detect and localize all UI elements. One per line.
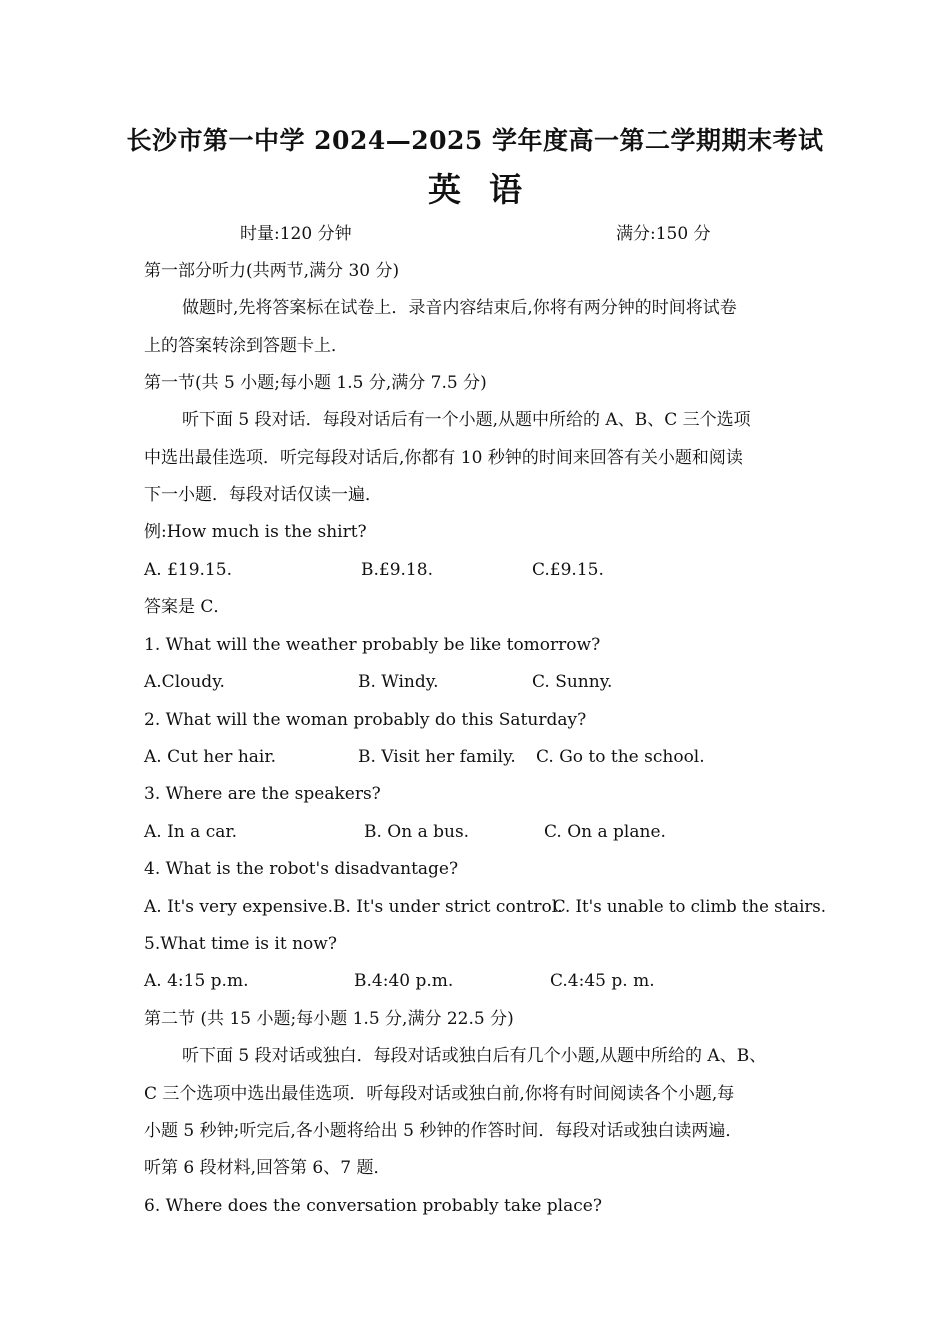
question-2-option-a: A. Cut her hair.: [144, 747, 276, 767]
section2-instruction-line2: C 三个选项中选出最佳选项．听每段对话或独白前,你将有时间阅读各个小题,每: [144, 1084, 735, 1104]
subject-title: 英语: [428, 170, 550, 209]
question-3: 3. Where are the speakers?: [144, 784, 381, 804]
question-2-option-b: B. Visit her family.: [358, 747, 516, 767]
section1-heading: 第一节(共 5 小题;每小题 1.5 分,满分 7.5 分): [144, 373, 487, 393]
section1-instruction-line2: 中选出最佳选项．听完每段对话后,你都有 10 秒钟的时间来回答有关小题和阅读: [144, 448, 743, 468]
question-5-option-c: C.4:45 p. m.: [550, 971, 655, 991]
time-limit: 时量:120 分钟: [240, 224, 352, 244]
example-question: 例:How much is the shirt?: [144, 522, 367, 542]
question-4: 4. What is the robot's disadvantage?: [144, 859, 459, 879]
question-2-option-c: C. Go to the school.: [536, 747, 705, 767]
question-4-option-b: B. It's under strict control.: [333, 897, 563, 917]
question-3-option-a: A. In a car.: [144, 822, 238, 842]
question-4-option-a: A. It's very expensive.: [144, 897, 334, 917]
example-answer: 答案是 C．: [144, 597, 231, 617]
question-2: 2. What will the woman probably do this Saturday?: [144, 710, 587, 730]
exam-title: 长沙市第一中学 2024—2025 学年度高一第二学期期末考试: [126, 126, 824, 155]
part1-instruction-line1: 做题时,先将答案标在试卷上．录音内容结束后,你将有两分钟的时间将试卷: [182, 298, 737, 318]
example-option-b: B.£9.18.: [361, 560, 433, 580]
material-note: 听第 6 段材料,回答第 6、7 题．: [144, 1158, 391, 1178]
section2-instruction-line3: 小题 5 秒钟;听完后,各小题将给出 5 秒钟的作答时间．每段对话或独白读两遍．: [144, 1121, 743, 1141]
question-1: 1. What will the weather probably be like tomorrow?: [144, 635, 601, 655]
section1-instruction-line1: 听下面 5 段对话．每段对话后有一个小题,从题中所给的 A、B、C 三个选项: [182, 410, 751, 430]
section1-instruction-line3: 下一小题．每段对话仅读一遍．: [144, 485, 382, 505]
full-score: 满分:150 分: [616, 224, 711, 244]
question-3-option-c: C. On a plane.: [544, 822, 666, 842]
question-5-option-a: A. 4:15 p.m.: [144, 971, 249, 991]
question-4-option-c: C. It's unable to climb the stairs.: [553, 897, 826, 916]
question-5-option-b: B.4:40 p.m.: [354, 971, 454, 991]
question-5: 5.What time is it now?: [144, 934, 337, 954]
question-6: 6. Where does the conversation probably take place?: [144, 1196, 602, 1216]
question-3-option-b: B. On a bus.: [364, 822, 470, 842]
example-option-c: C.£9.15.: [532, 560, 604, 580]
part1-instruction-line2: 上的答案转涂到答题卡上．: [144, 336, 348, 356]
question-1-option-b: B. Windy.: [358, 672, 439, 692]
section2-heading: 第二节 (共 15 小题;每小题 1.5 分,满分 22.5 分): [144, 1009, 514, 1029]
section2-instruction-line1: 听下面 5 段对话或独白．每段对话或独白后有几个小题,从题中所给的 A、B、: [182, 1046, 767, 1066]
part1-heading: 第一部分听力(共两节,满分 30 分): [144, 261, 400, 281]
example-option-a: A. £19.15.: [144, 560, 232, 580]
question-1-option-c: C. Sunny.: [532, 672, 613, 692]
question-1-option-a: A.Cloudy.: [144, 672, 225, 692]
